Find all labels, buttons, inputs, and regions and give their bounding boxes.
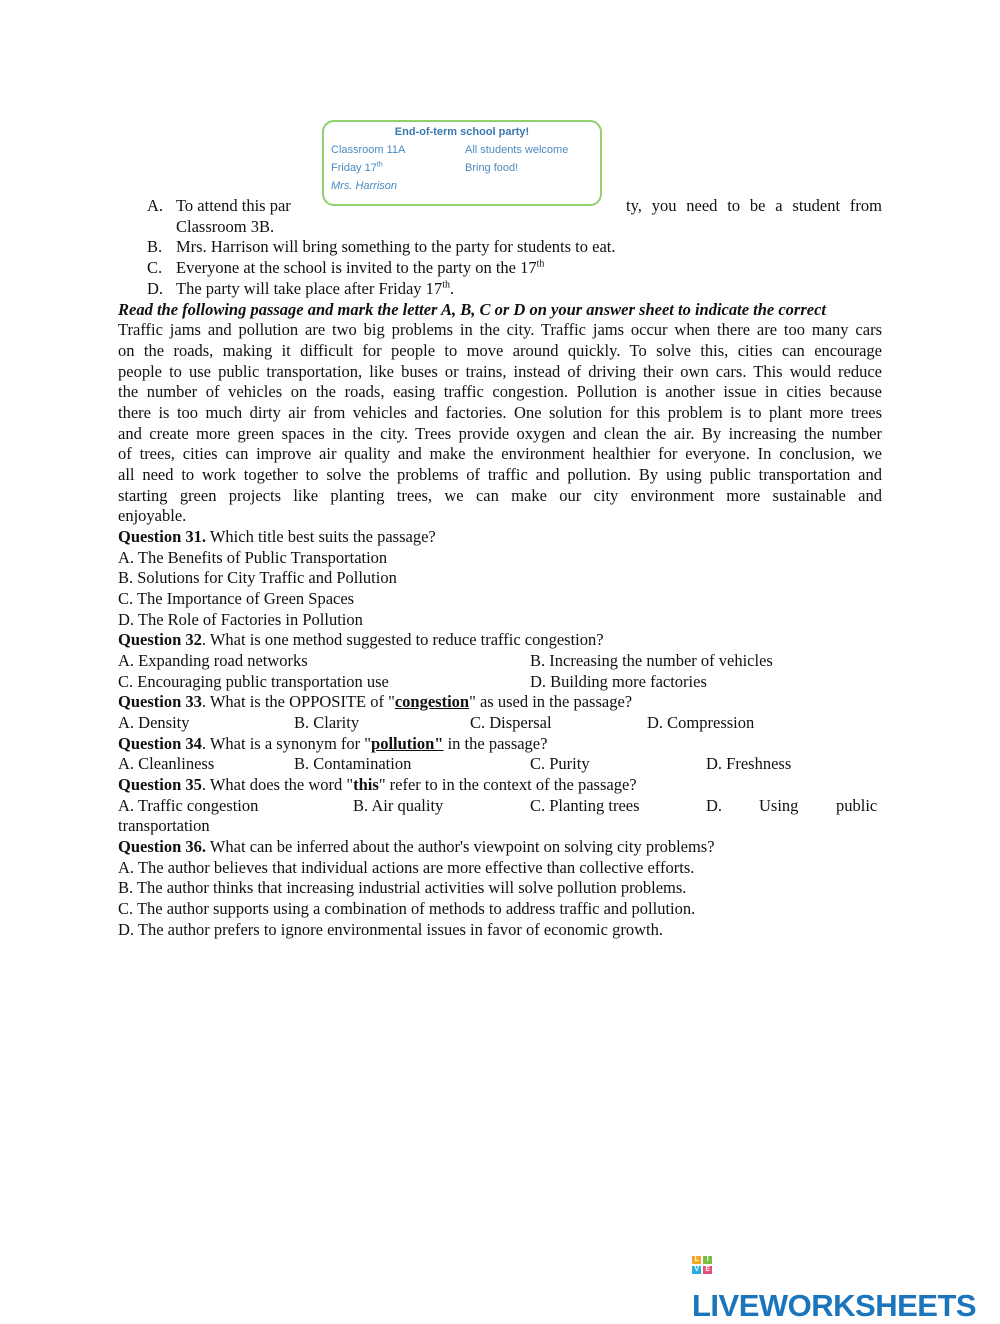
option-letter: A.: [147, 196, 164, 215]
option-a-part1: To attend this par: [176, 196, 291, 215]
passage-line: the number of vehicles on the roads, easing traffic congestion. Pollution is another issue in cities because: [118, 382, 882, 401]
q34-option-d[interactable]: D. Freshness: [706, 754, 792, 773]
q33-option-a[interactable]: A. Density: [118, 713, 190, 732]
question-36: Question 36. What can be inferred about the author's viewpoint on solving city problems?: [118, 837, 715, 856]
q32-option-c[interactable]: C. Encouraging public transportation use: [118, 672, 389, 691]
option-a-part3: Classroom 3B.: [176, 217, 275, 236]
q31-option-b[interactable]: B. Solutions for City Traffic and Pollution: [118, 568, 397, 587]
logo-mark-icon: L I V E: [692, 1256, 714, 1284]
passage-line: all need to work together to solve the problems of traffic and pollution. By using public transportation and: [118, 465, 882, 484]
passage-line: Traffic jams and pollution are two big problems in the city. Traffic jams occur when there are too many cars: [118, 320, 882, 339]
q36-option-a[interactable]: A. The author believes that individual actions are more effective than collective efforts.: [118, 858, 695, 877]
passage-line: of trees, cities can improve air quality and make the environment healthier for everyone. In conclusion, we: [118, 444, 882, 463]
q33-option-c[interactable]: C. Dispersal: [470, 713, 552, 732]
q35-option-d-word[interactable]: public: [836, 796, 878, 815]
q33-option-d[interactable]: D. Compression: [647, 713, 755, 732]
q32-option-b[interactable]: B. Increasing the number of vehicles: [530, 651, 773, 670]
logo-text: LIVEWORKSHEETS: [692, 1288, 977, 1323]
option-c-text: Everyone at the school is invited to the party on the 17th: [176, 258, 545, 277]
q35-option-c[interactable]: C. Planting trees: [530, 796, 640, 815]
q36-option-c[interactable]: C. The author supports using a combination of methods to address traffic and pollution.: [118, 899, 696, 918]
question-32: Question 32. What is one method suggested to reduce traffic congestion?: [118, 630, 604, 649]
passage-line: people to use public transportation, like buses or trains, instead of driving their own cars. This would reduce: [118, 362, 882, 381]
question-35: Question 35. What does the word "this" refer to in the context of the passage?: [118, 775, 637, 794]
q36-option-d[interactable]: D. The author prefers to ignore environmental issues in favor of economic growth.: [118, 920, 663, 939]
liveworksheets-logo[interactable]: [692, 1252, 1000, 1324]
passage-line: there is too much dirty air from vehicles and factories. One solution for this problem is to plant more trees: [118, 403, 882, 422]
option-letter: B.: [147, 237, 163, 256]
q36-option-b[interactable]: B. The author thinks that increasing industrial activities will solve pollution problems.: [118, 878, 687, 897]
option-letter: C.: [147, 258, 163, 277]
notice-day: Friday 17th: [331, 161, 383, 174]
party-notice-card: [322, 120, 602, 206]
passage-line: and create more green spaces in the city. Trees provide oxygen and clean the air. By increasing the number: [118, 424, 882, 443]
question-31: Question 31. Which title best suits the passage?: [118, 527, 436, 546]
q31-option-a[interactable]: A. The Benefits of Public Transportation: [118, 548, 388, 567]
passage-line: on the roads, making it difficult for people to move around quickly. To solve this, cities can encourage: [118, 341, 882, 360]
passage-line: starting green projects like planting trees, we can make our city environment more sustainable and: [118, 486, 882, 505]
notice-title: End-of-term school party!: [394, 126, 530, 138]
q33-option-b[interactable]: B. Clarity: [294, 713, 360, 732]
option-b-text: Mrs. Harrison will bring something to the party for students to eat.: [176, 237, 616, 256]
option-letter: D.: [147, 279, 164, 298]
q31-option-c[interactable]: C. The Importance of Green Spaces: [118, 589, 355, 608]
question-33: Question 33. What is the OPPOSITE of "congestion" as used in the passage?: [118, 692, 633, 711]
q31-option-d[interactable]: D. The Role of Factories in Pollution: [118, 610, 363, 629]
notice-food: Bring food!: [465, 162, 519, 174]
q32-option-a[interactable]: A. Expanding road networks: [118, 651, 308, 670]
q35-option-b[interactable]: B. Air quality: [353, 796, 444, 815]
notice-teacher: Mrs. Harrison: [331, 180, 398, 192]
notice-classroom: Classroom 11A: [331, 144, 406, 156]
question-34: Question 34. What is a synonym for "pollution" in the passage?: [118, 734, 548, 753]
q35-option-d-letter[interactable]: D.: [706, 796, 723, 815]
q32-option-d[interactable]: D. Building more factories: [530, 672, 707, 691]
instruction: Read the following passage and mark the letter A, B, C or D on your answer sheet to indicate the correct: [118, 300, 827, 319]
q34-option-b[interactable]: B. Contamination: [294, 754, 412, 773]
passage-line: enjoyable.: [118, 506, 187, 525]
q34-option-c[interactable]: C. Purity: [530, 754, 590, 773]
q34-option-a[interactable]: A. Cleanliness: [118, 754, 215, 773]
option-a-part2: ty, you need to be a student from: [626, 196, 882, 215]
q35-option-a[interactable]: A. Traffic congestion: [118, 796, 259, 815]
q35-option-d-word[interactable]: transportation: [118, 816, 210, 835]
option-d-text: The party will take place after Friday 17th.: [176, 279, 455, 298]
notice-welcome: All students welcome: [465, 144, 569, 156]
q35-option-d-word[interactable]: Using: [759, 796, 799, 815]
